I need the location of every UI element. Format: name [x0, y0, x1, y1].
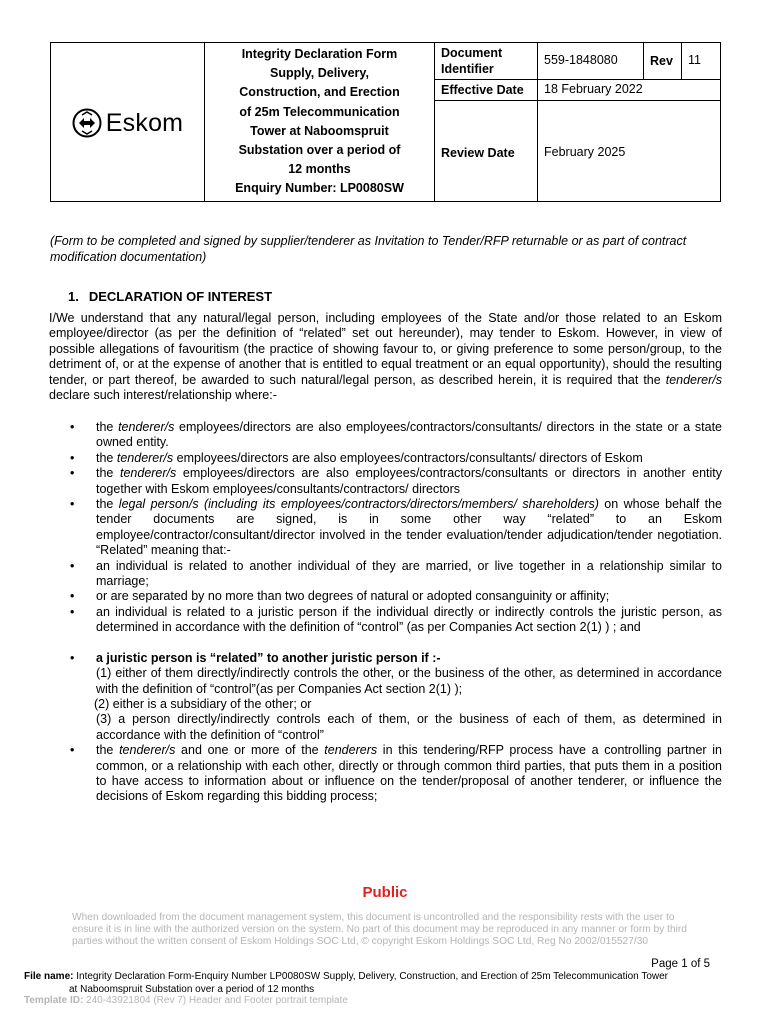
footer-template-id	[24, 995, 348, 1006]
declaration-conditions-list	[49, 420, 722, 805]
classification-label: Public	[362, 884, 408, 901]
section-title: DECLARATION OF INTEREST	[88, 289, 273, 304]
list-item: • the legal person/s (including its employees/contractors/directors/members/ shareholders) on whose behalf the tender documents are signed, is in some other way “related” to an Eskom employee/contractor/consultant/director involved in the tender evaluation/tender adjudication/tender negotiation. “Related” meaning that:-	[70, 497, 722, 558]
document-header-table	[50, 42, 721, 202]
bullet-icon: •	[70, 650, 75, 665]
file-name-value: Integrity Declaration Form-Enquiry Number LP0080SW Supply, Delivery, Construction, and Erection of 25m Telecommunication Tower	[73, 971, 668, 982]
template-id-label: Template ID:	[24, 995, 84, 1006]
document-title	[205, 43, 435, 202]
document-identifier-label: Document Identifier	[435, 43, 538, 80]
logo-wordmark: Eskom	[105, 108, 184, 137]
effective-date-value: 18 February 2022	[538, 80, 721, 101]
sub-clause: (2) either is a subsidiary of the other; or	[94, 696, 312, 711]
bullet-icon: •	[70, 450, 75, 465]
file-name-value-cont: at Naboomspruit Substation over a period of 12 months	[69, 983, 315, 995]
title-line: of 25m Telecommunication	[239, 104, 400, 119]
list-item: • an individual is related to another individual of they are married, or live together in a relationship similar to marriage;	[70, 558, 722, 589]
section-heading	[68, 289, 272, 304]
bullet-icon: •	[70, 558, 75, 573]
list-item: • an individual is related to a juristic person if the individual directly or indirectly controls the juristic person, as determined in accordance with the definition of “control” (as per Companies Act section 2(1) ) ; and	[70, 604, 722, 635]
enquiry-number: Enquiry Number: LP0080SW	[235, 181, 404, 196]
logo-cell	[51, 43, 205, 202]
rev-value: 11	[682, 43, 721, 80]
title-line: Integrity Declaration Form	[241, 47, 398, 61]
list-item: • a juristic person is “related” to another juristic person if :- (1) either of them directly/indirectly controls the other, or the business of the other, as determined in accordance with the definition of “control”(as per Companies Act section 2(1) ); (2) either is a subsidiary of the other; or (3) a person directly/indirectly controls each of them, or the business of each of them, as determined in accordance with the definition of “control”	[70, 650, 722, 742]
list-item: • the tenderer/s and one or more of the tenderers in this tendering/RFP process have a controlling partner in common, or a relationship with each other, directly or through common third parties, that puts them in a position to have access to information about or influence on the tender/proposal of another tenderer, or influence the decisions of Eskom regarding this bidding process;	[70, 743, 722, 804]
eskom-logo	[72, 108, 183, 138]
bullet-icon: •	[70, 604, 75, 619]
list-item: • the tenderer/s employees/directors are also employees/contractors/consultants or directors in another entity together with Eskom employees/consultants/contractors/ directors	[70, 466, 722, 496]
eskom-emblem-icon	[72, 108, 102, 138]
intro-text: I/We understand that any natural/legal person, including employees of the State and/or those related to an Eskom employee/director (as per the definition of “related” set out hereunder), may tender to Eskom. However, in view of possible allegations of favouritism (the practice of showing favour to, or giving preference to some person/group, to the detriment of, or at the expense of another that is entitled to equal treatment or an equal opportunity), should the resulting tender, or part thereof, be awarded to such natural/legal person, as described herein, it is required that the	[49, 311, 722, 387]
effective-date-label: Effective Date	[435, 80, 538, 101]
template-id-value: 240-43921804 (Rev 7) Header and Footer portrait template	[83, 995, 348, 1006]
page-number: Page 1 of 5	[651, 958, 710, 970]
document-identifier-value: 559-1848080	[538, 43, 644, 80]
section-number: 1.	[68, 289, 79, 304]
review-date-value: February 2025	[538, 101, 721, 202]
rev-label: Rev	[644, 43, 682, 80]
bullet-icon: •	[70, 589, 75, 604]
title-line: Supply, Delivery,	[270, 66, 369, 81]
bullet-icon: •	[70, 420, 75, 434]
sub-clause: (1) either of them directly/indirectly controls the other, or the business of the other, as determined in accordance with the definition of “control”(as per Companies Act section 2(1) );	[96, 666, 722, 696]
intro-text-end: declare such interest/relationship where:-	[49, 388, 277, 403]
title-line: Construction, and Erection	[239, 85, 400, 100]
footer-file-name	[24, 971, 724, 996]
title-line: Substation over a period of	[238, 143, 401, 158]
form-instruction-note: (Form to be completed and signed by supplier/tenderer as Invitation to Tender/RFP returnable or as part of contract modification documentation)	[50, 234, 687, 264]
title-line: Tower at Naboomspruit	[250, 123, 389, 138]
title-line: 12 months	[288, 162, 351, 177]
bullet-icon: •	[70, 497, 75, 512]
review-date-label: Review Date	[435, 101, 538, 202]
declaration-intro-paragraph	[49, 311, 722, 403]
file-name-label: File name:	[24, 971, 74, 982]
list-item: • the tenderer/s employees/directors are also employees/contractors/consultants/ directors in the state or a state owned entity.	[70, 420, 722, 450]
bullet-icon: •	[70, 743, 75, 758]
footer-disclaimer: When downloaded from the document management system, this document is uncontrolled and the responsibility rests with the user to ensure it is in line with the authorized version on the system. No part of this document may be reproduced in any manner or form by third parties without the written consent of Eskom Holdings SOC Ltd, © copyright Eskom Holdings SOC Ltd, Reg No 2002/015527/30	[72, 912, 687, 947]
list-item: • the tenderer/s employees/directors are also employees/contractors/consultants/ directors of Eskom	[70, 450, 643, 465]
intro-emphasis: tenderer/s	[665, 372, 722, 387]
bullet-icon: •	[70, 466, 75, 481]
list-item: • or are separated by no more than two degrees of natural or adopted consanguinity or affinity;	[70, 589, 610, 604]
sub-clause: (3) a person directly/indirectly controls each of them, or the business of each of them, as determined in accordance with the definition of “control”	[96, 712, 722, 742]
